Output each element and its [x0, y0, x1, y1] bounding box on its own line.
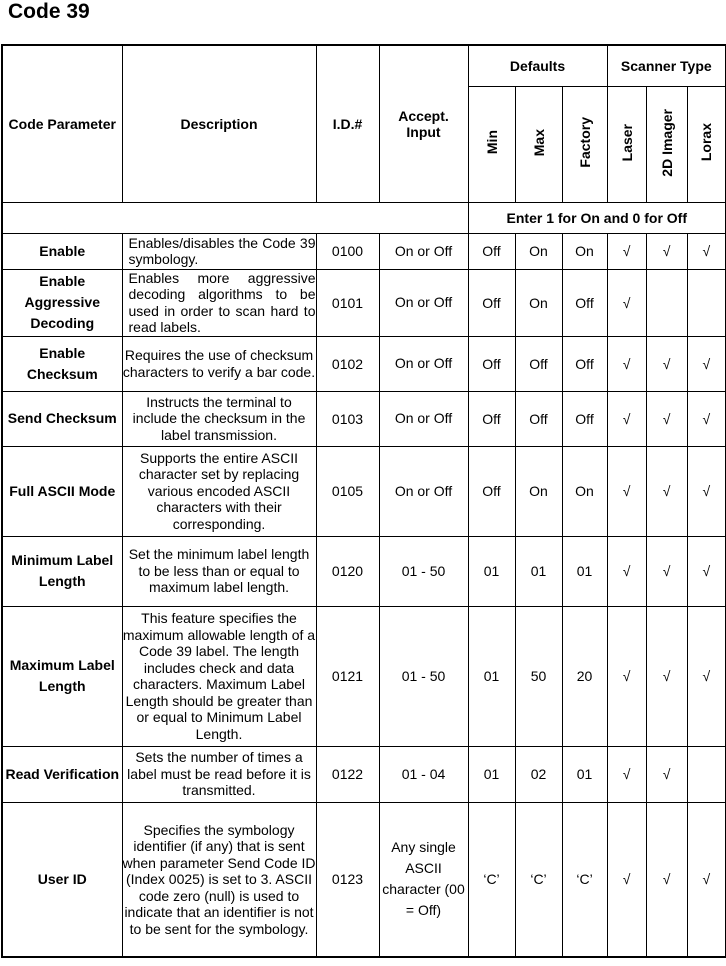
header-id: I.D.#	[316, 45, 379, 202]
id-cell: 0120	[316, 536, 379, 606]
default-min-cell: 01	[468, 606, 515, 746]
id-cell: 0103	[316, 391, 379, 446]
default-max-cell: On	[515, 233, 562, 269]
laser-support-cell: √	[607, 606, 646, 746]
laser-support-cell: √	[607, 802, 646, 957]
accept-input-cell: On or Off	[379, 446, 468, 536]
default-min-cell: 01	[468, 746, 515, 802]
default-factory-cell: Off	[562, 336, 607, 391]
laser-support-cell: √	[607, 446, 646, 536]
param-cell: User ID	[2, 802, 122, 957]
description-cell: Requires the use of checksum characters to verify a bar code.	[122, 336, 316, 391]
default-factory-cell: 20	[562, 606, 607, 746]
accept-input-cell: Any single ASCII character (00 = Off)	[379, 802, 468, 957]
table-row	[2, 536, 726, 606]
2d-imager-support-cell: √	[646, 233, 687, 269]
2d-imager-support-cell: √	[646, 746, 687, 802]
2d-imager-support-cell: √	[646, 446, 687, 536]
accept-input-cell: 01 - 50	[379, 536, 468, 606]
lorax-support-cell: √	[687, 536, 726, 606]
default-min-cell: ‘C’	[468, 802, 515, 957]
2d-imager-support-cell: √	[646, 802, 687, 957]
description-cell: Set the minimum label length to be less than or equal to maximum label length.	[122, 536, 316, 606]
param-cell: Minimum Label Length	[2, 536, 122, 606]
description-cell: Specifies the symbology identifier (if any) that is sent when parameter Send Code ID (Index 0025) is set to 3. ASCII code zero (null) is used to indicate that an identifier is not to be sent for the symbology.	[122, 802, 316, 957]
accept-input-cell: 01 - 04	[379, 746, 468, 802]
description-cell: Enables/disables the Code 39 symbology.	[122, 233, 316, 269]
accept-input-cell: On or Off	[379, 336, 468, 391]
default-max-cell: ‘C’	[515, 802, 562, 957]
2d-imager-support-cell: √	[646, 336, 687, 391]
default-max-cell: 02	[515, 746, 562, 802]
laser-support-cell: √	[607, 269, 646, 336]
default-factory-cell: On	[562, 233, 607, 269]
default-max-cell: On	[515, 446, 562, 536]
lorax-support-cell: √	[687, 233, 726, 269]
lorax-support-cell	[687, 269, 726, 336]
default-max-cell: On	[515, 269, 562, 336]
note-blank-cell	[2, 202, 468, 233]
2d-imager-support-cell: √	[646, 391, 687, 446]
param-cell: Enable Aggressive Decoding	[2, 269, 122, 336]
2d-imager-support-cell: √	[646, 606, 687, 746]
table-row	[2, 336, 726, 391]
table-row	[2, 746, 726, 802]
param-cell: Read Verification	[2, 746, 122, 802]
table-row	[2, 606, 726, 746]
default-factory-cell: ‘C’	[562, 802, 607, 957]
header-factory: Factory	[562, 86, 607, 202]
default-min-cell: Off	[468, 391, 515, 446]
header-min: Min	[468, 86, 515, 202]
id-cell: 0102	[316, 336, 379, 391]
id-cell: 0105	[316, 446, 379, 536]
header-2d-imager: 2D Imager	[646, 86, 687, 202]
lorax-support-cell: √	[687, 336, 726, 391]
laser-support-cell: √	[607, 536, 646, 606]
default-max-cell: Off	[515, 336, 562, 391]
lorax-support-cell	[687, 746, 726, 802]
description-cell: Enables more aggressive decoding algorithms to be used in order to scan hard to read labels.	[122, 269, 316, 336]
default-factory-cell: 01	[562, 536, 607, 606]
default-factory-cell: On	[562, 446, 607, 536]
param-cell: Enable Checksum	[2, 336, 122, 391]
lorax-support-cell: √	[687, 446, 726, 536]
param-cell: Enable	[2, 233, 122, 269]
header-defaults: Defaults	[468, 45, 607, 86]
lorax-support-cell: √	[687, 606, 726, 746]
table-row	[2, 446, 726, 536]
default-factory-cell: 01	[562, 746, 607, 802]
default-max-cell: 01	[515, 536, 562, 606]
header-lorax: Lorax	[687, 86, 726, 202]
default-min-cell: Off	[468, 336, 515, 391]
enter-on-off-note: Enter 1 for On and 0 for Off	[468, 202, 726, 233]
id-cell: 0101	[316, 269, 379, 336]
table-body	[2, 233, 726, 957]
accept-input-cell: On or Off	[379, 269, 468, 336]
table-row	[2, 269, 726, 336]
description-cell: Supports the entire ASCII character set by replacing various encoded ASCII characters with their corresponding.	[122, 446, 316, 536]
header-description: Description	[122, 45, 316, 202]
default-min-cell: Off	[468, 446, 515, 536]
page-title: Code 39	[8, 0, 90, 23]
id-cell: 0121	[316, 606, 379, 746]
table-row	[2, 802, 726, 957]
accept-input-cell: On or Off	[379, 391, 468, 446]
table-row	[2, 391, 726, 446]
2d-imager-support-cell: √	[646, 536, 687, 606]
default-min-cell: Off	[468, 269, 515, 336]
header-scanner-type: Scanner Type	[607, 45, 726, 86]
code39-parameter-table	[1, 44, 726, 958]
accept-input-cell: 01 - 50	[379, 606, 468, 746]
default-factory-cell: Off	[562, 269, 607, 336]
accept-input-cell: On or Off	[379, 233, 468, 269]
description-cell: Instructs the terminal to include the checksum in the label transmission.	[122, 391, 316, 446]
param-cell: Maximum Label Length	[2, 606, 122, 746]
laser-support-cell: √	[607, 336, 646, 391]
laser-support-cell: √	[607, 391, 646, 446]
lorax-support-cell: √	[687, 391, 726, 446]
header-accept-input: Accept. Input	[379, 45, 468, 202]
default-factory-cell: Off	[562, 391, 607, 446]
param-cell: Full ASCII Mode	[2, 446, 122, 536]
param-cell: Send Checksum	[2, 391, 122, 446]
default-max-cell: Off	[515, 391, 562, 446]
2d-imager-support-cell	[646, 269, 687, 336]
laser-support-cell: √	[607, 746, 646, 802]
header-laser: Laser	[607, 86, 646, 202]
default-min-cell: 01	[468, 536, 515, 606]
id-cell: 0123	[316, 802, 379, 957]
id-cell: 0100	[316, 233, 379, 269]
id-cell: 0122	[316, 746, 379, 802]
laser-support-cell: √	[607, 233, 646, 269]
header-code-parameter: Code Parameter	[2, 45, 122, 202]
default-max-cell: 50	[515, 606, 562, 746]
description-cell: Sets the number of times a label must be read before it is transmitted.	[122, 746, 316, 802]
header-max: Max	[515, 86, 562, 202]
lorax-support-cell: √	[687, 802, 726, 957]
description-cell: This feature specifies the maximum allowable length of a Code 39 label. The length includes check and data characters. Maximum Label Length should be greater than or equal to Minimum Label Length.	[122, 606, 316, 746]
table-row	[2, 233, 726, 269]
default-min-cell: Off	[468, 233, 515, 269]
